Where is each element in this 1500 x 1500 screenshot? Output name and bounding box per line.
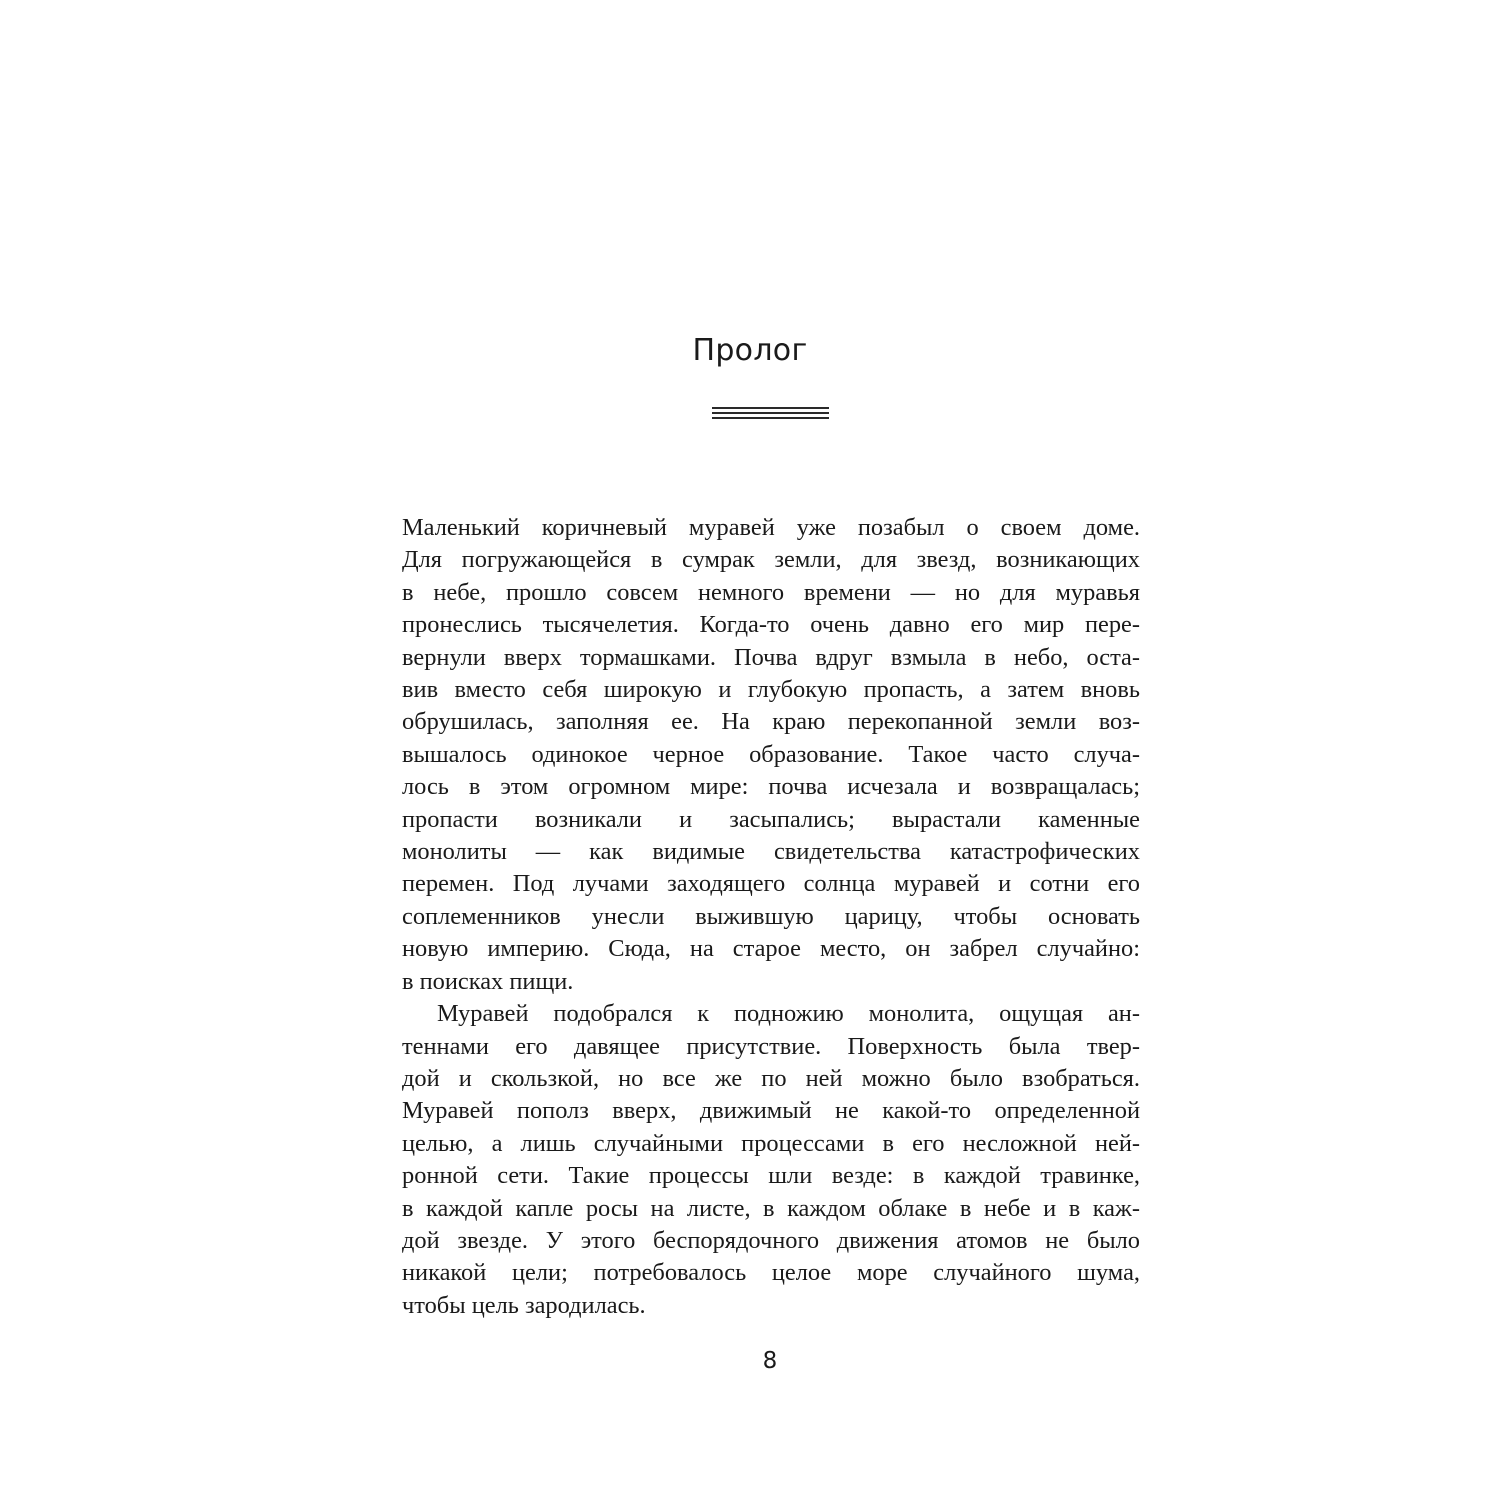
text-line: в поисках пищи. [402, 967, 574, 995]
text-line: в небе, прошло совсем немного времени — но для муравья [402, 578, 1140, 606]
text-line: в каждой капле росы на листе, в каждом облаке в небе и в каж- [402, 1194, 1140, 1222]
title-ornament-rule [712, 407, 829, 422]
text-line: никакой цели; потребовалось целое море случайного шума, [402, 1259, 1140, 1287]
text-line: ронной сети. Такие процессы шли везде: в каждой травинке, [402, 1162, 1140, 1190]
text-line: целью, а лишь случайными процессами в его несложной ней- [402, 1129, 1140, 1157]
page-number: 8 [762, 1348, 778, 1374]
text-line: пропасти возникали и засыпались; вырастали каменные [402, 805, 1140, 833]
text-line: лось в этом огромном мире: почва исчезала и возвращалась; [402, 773, 1140, 801]
text-line: пронеслись тысячелетия. Когда-то очень давно его мир пере- [402, 611, 1140, 639]
text-line: Муравей пополз вверх, движимый не какой-то определенной [402, 1097, 1140, 1125]
text-line: вернули вверх тормашками. Почва вдруг взмыла в небо, оста- [402, 643, 1140, 671]
text-line: монолиты — как видимые свидетельства катастрофических [402, 838, 1140, 866]
paragraph-2 [402, 998, 1140, 1322]
chapter-title: Пролог [692, 333, 808, 368]
text-line: дой звезде. У этого беспорядочного движения атомов не было [402, 1226, 1140, 1254]
text-line: обрушилась, заполняя ее. На краю перекопанной земли воз- [402, 708, 1140, 736]
text-line: дой и скользкой, но все же по ней можно было взобраться. [402, 1064, 1140, 1092]
text-line: Муравей подобрался к подножию монолита, ощущая ан- [437, 1000, 1140, 1028]
text-line: Для погружающейся в сумрак земли, для звезд, возникающих [402, 546, 1140, 574]
text-line: чтобы цель зародилась. [402, 1291, 646, 1319]
text-line: соплеменников унесли выжившую царицу, чтобы основать [402, 902, 1140, 930]
text-line: перемен. Под лучами заходящего солнца муравей и сотни его [402, 870, 1140, 898]
text-line: вышалось одинокое черное образование. Такое часто случа- [402, 740, 1140, 768]
text-line: новую империю. Сюда, на старое место, он забрел случайно: [402, 935, 1140, 963]
paragraph-1 [402, 512, 1140, 998]
text-line: вив вместо себя широкую и глубокую пропасть, а затем вновь [402, 676, 1140, 704]
body-text [402, 512, 1140, 1322]
text-line: теннами его давящее присутствие. Поверхность была твер- [402, 1032, 1140, 1060]
text-line: Маленький коричневый муравей уже позабыл о своем доме. [402, 514, 1140, 541]
